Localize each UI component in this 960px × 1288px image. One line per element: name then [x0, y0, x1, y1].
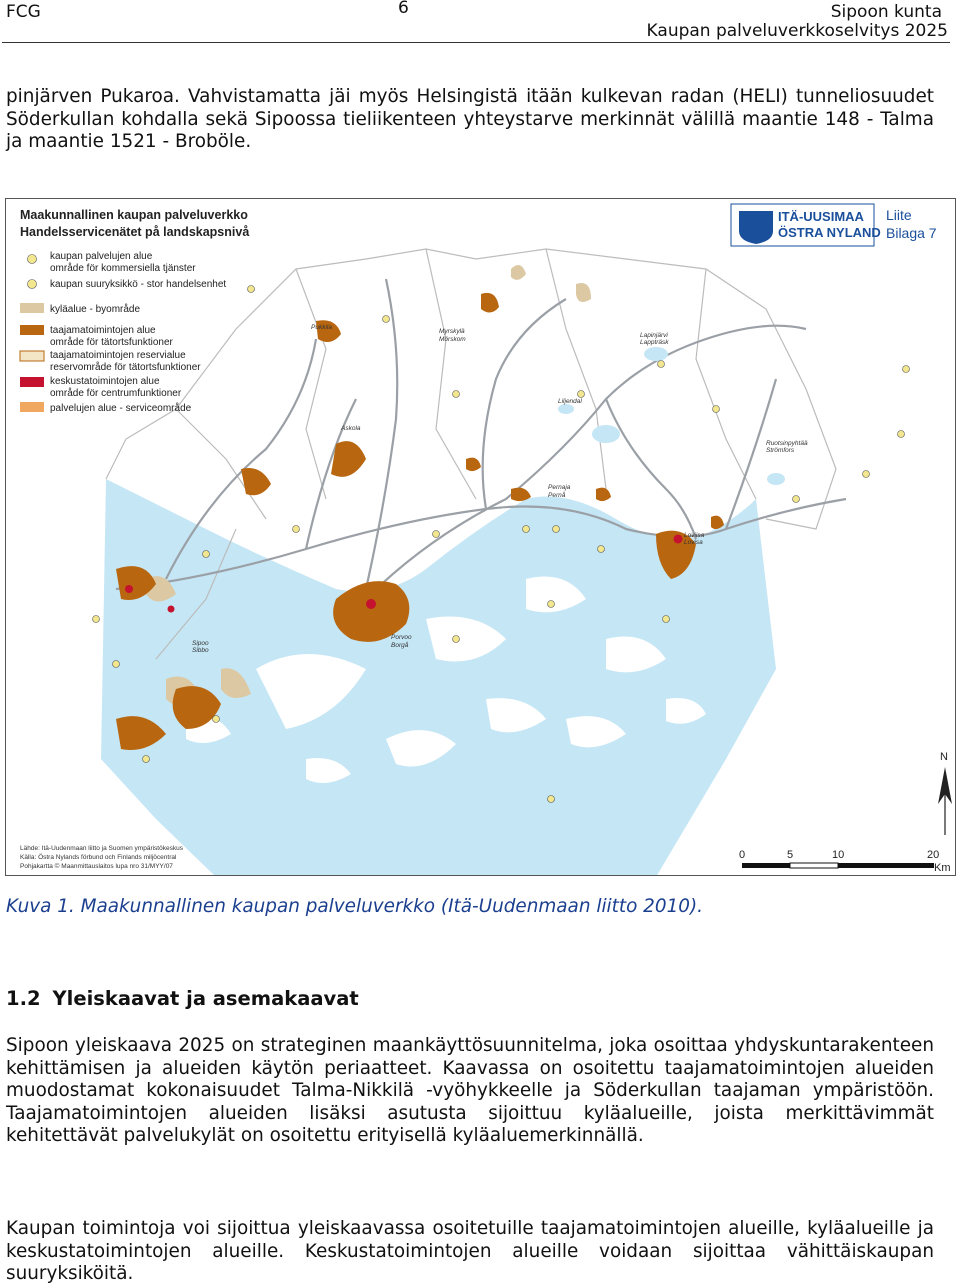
scale-bar	[739, 849, 951, 874]
place-loviisa: Loviisa	[684, 532, 705, 539]
place-sipoo-sv: Sibbo	[192, 647, 209, 654]
scale-10: 10	[832, 849, 845, 861]
map-title-finnish: Maakunnallinen kaupan palveluverkko	[20, 208, 248, 222]
place-pukkila: Pukkila	[311, 324, 332, 331]
legend-centre-label2: område för centrumfunktioner	[50, 388, 182, 399]
place-pernaja-sv: Pernå	[548, 492, 566, 499]
place-lapinjarvi: Lapinjärvi	[640, 332, 668, 339]
legend-village-label: kyläalue - byområde	[50, 304, 141, 315]
annex-label-finnish: Liite	[886, 207, 912, 223]
section-title: Yleiskaavat ja asemakaavat	[52, 987, 359, 1010]
legend-service-symbol	[20, 402, 44, 412]
section-number: 1.2	[6, 987, 41, 1010]
place-ruotsinpyhtaa: Ruotsinpyhtää	[766, 440, 808, 447]
place-porvoo: Porvoo	[391, 634, 412, 641]
legend-centre-symbol	[20, 377, 44, 387]
logo-text-finnish: ITÄ-UUSIMAA	[778, 209, 864, 224]
place-sipoo: Sipoo	[192, 640, 209, 647]
legend-urban-reserve-symbol	[20, 351, 44, 361]
legend-service-label: palvelujen alue - serviceområde	[50, 403, 192, 414]
legend-large-retail-label: kaupan suuryksikkö - stor handelsenhet	[50, 279, 227, 290]
legend-urban-symbol	[20, 325, 44, 335]
page-number: 6	[398, 0, 409, 18]
header-municipality: Sipoon kunta	[830, 2, 942, 22]
header-report-title: Kaupan palveluverkkoselvitys 2025	[646, 21, 948, 41]
legend-large-retail-symbol	[28, 280, 37, 289]
header-rule	[2, 42, 950, 43]
regional-council-logo	[731, 204, 881, 246]
legend-commercial-area-label2: område för kommersiella tjänster	[50, 263, 196, 274]
section-heading	[6, 987, 359, 1010]
place-lapinjarvi-sv: Lappträsk	[640, 339, 669, 346]
legend-commercial-area-symbol	[28, 255, 37, 264]
map-source-swedish: Källa: Östra Nylands förbund och Finlands miljöcentral	[20, 854, 177, 861]
body-paragraph-general-plan: Sipoon yleiskaava 2025 on strateginen maankäyttösuunnitelma, joka osoittaa yhdyskuntarakenteen kehittämisen ja alueiden käytön periaatteet. Kaavassa on osoitettu taajamatoimintojen alueiden muodostamat kokonaisuudet Talma-Nikkilä -vyöhykkeelle ja Söderkullan taajaman ympäristöön. Taajamatoimintojen alueiden lisäksi asutusta sijoittuu kyläalueille, joista merkittävimmät kehitettävät palvelukylät on osoitettu erityisellä kyläaluemerkinnällä.	[6, 1035, 934, 1147]
place-askola: Askola	[341, 425, 361, 432]
legend-urban-reserve-label2: reservområde för tätortsfunktioner	[50, 362, 201, 373]
legend-commercial-area-label1: kaupan palvelujen alue	[50, 251, 153, 262]
place-myrskyla-sv: Mörskom	[439, 336, 466, 343]
logo-text-swedish: ÖSTRA NYLAND	[778, 225, 881, 240]
place-porvoo-sv: Borgå	[391, 642, 409, 649]
place-liljendal: Liljendal	[558, 398, 582, 405]
map-title-swedish: Handelsservicenätet på landskapsnivå	[20, 225, 250, 239]
legend-urban-label2: område för tätortsfunktioner	[50, 337, 173, 348]
legend-centre-label1: keskustatoimintojen alue	[50, 376, 160, 387]
coat-of-arms-icon	[739, 211, 773, 244]
legend-urban-label1: taajamatoimintojen alue	[50, 325, 156, 336]
figure-caption: Kuva 1. Maakunnallinen kaupan palveluverkko (Itä-Uudenmaan liitto 2010).	[6, 896, 704, 917]
map-source-basemap: Pohjakartta © Maanmittauslaitos lupa nro 31/MYY/07	[20, 863, 173, 870]
header-org: FCG	[6, 2, 41, 22]
map-source-finnish: Lähde: Itä-Uudenmaan liitto ja Suomen ympäristökeskus	[20, 845, 183, 852]
scale-unit: Km	[934, 862, 951, 874]
map-legend	[20, 251, 226, 414]
body-paragraph-retail-placement: Kaupan toimintoja voi sijoittua yleiskaavassa osoitetuille taajamatoimintojen alueille, kyläalueille ja keskustatoimintojen alueille. Keskustatoimintojen alueille voidaan sijoittaa vähittäiskaupan suuryksiköitä.	[6, 1218, 934, 1285]
intro-paragraph: pinjärven Pukaroa. Vahvistamatta jäi myös Helsingistä itään kulkevan radan (HELI) tunneliosuudet Söderkullan kohdalla sekä Sipoossa tieliikenteen yhteystarve merkinnät välillä maantie 148 - Talma ja maantie 1521 - Broböle.	[6, 86, 934, 153]
scale-5: 5	[787, 849, 794, 861]
north-label: N	[940, 751, 948, 763]
scale-20: 20	[927, 849, 940, 861]
annex-label-swedish: Bilaga 7	[886, 225, 937, 241]
place-pernaja: Pernaja	[548, 484, 571, 491]
legend-village-symbol	[20, 303, 44, 313]
place-loviisa-sv: Lovisa	[684, 539, 703, 546]
scale-0: 0	[739, 849, 746, 861]
place-ruotsinpyhtaa-sv: Strömfors	[766, 447, 795, 454]
regional-retail-network-map	[5, 198, 956, 876]
legend-urban-reserve-label1: taajamatoimintojen reservialue	[50, 350, 186, 361]
place-myrskyla: Myrskylä	[439, 328, 465, 335]
